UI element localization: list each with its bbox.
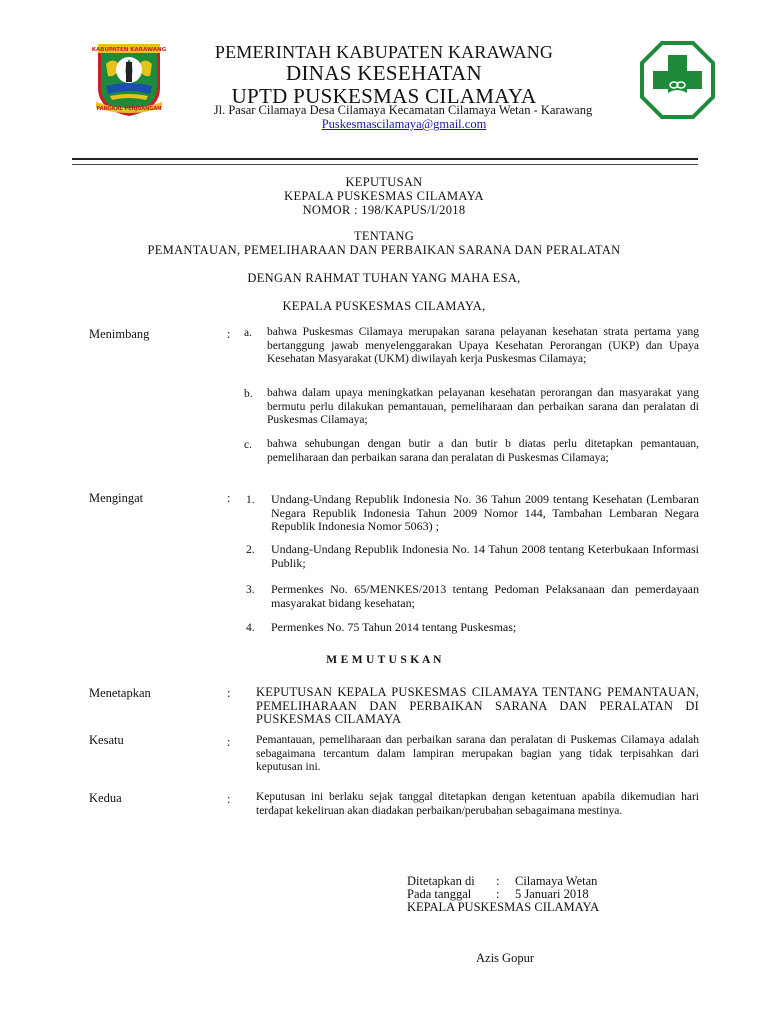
kedua-text: Keputusan ini berlaku sejak tanggal ditetapkan dengan ketentuan apabila dikemudian hari terdapat kekeliruan akan diadakan perbaikan/perubahan sebagaimana mestinya. <box>256 791 699 817</box>
signatory-title: KEPALA PUSKESMAS CILAMAYA <box>407 900 600 914</box>
doc-issuer: KEPALA PUSKESMAS CILAMAYA <box>284 189 484 203</box>
menimbang-label: Menimbang <box>89 327 150 341</box>
menimbang-item-b: bahwa dalam upaya meningkatkan pelayanan kesehatan perorangan dan masyarakat yang bermutu perlu dilakukan pemantauan, pemeliharaan dan perbaikan sarana dan peralatan di Puskesmas Cilamaya; <box>267 387 699 426</box>
svg-text:KABUPATEN KARAWANG: KABUPATEN KARAWANG <box>92 47 166 53</box>
memutuskan-heading: M E M U T U S K A N <box>326 654 442 666</box>
rahmat-line: DENGAN RAHMAT TUHAN YANG MAHA ESA, <box>247 271 521 285</box>
letterhead-department: DINAS KESEHATAN <box>286 61 482 85</box>
menetapkan-colon: : <box>227 686 231 700</box>
issuer-line: KEPALA PUSKESMAS CILAMAYA, <box>282 299 486 313</box>
mengingat-item-3: Permenkes No. 65/MENKES/2013 tentang Pedoman Pelaksanaan dan pemerdayaan masyarakat bidang kesehatan; <box>271 582 699 610</box>
menimbang-marker-a: a. <box>244 327 252 339</box>
menimbang-item-c: bahwa sehubungan dengan butir a dan butir b diatas perlu ditetapkan pemantauan, pemeliharaan dan perbaikan sarana dan peralatan di Puskesmas Cilamaya; <box>267 438 699 464</box>
tanggal-value: 5 Januari 2018 <box>515 887 589 901</box>
menimbang-marker-c: c. <box>244 439 252 451</box>
kesatu-text: Pemantauan, pemeliharaan dan perbaikan sarana dan peralatan di Puskemas Cilamaya adalah sebagaimana tercantum dalam lampiran merupakan bagian yang tidak terpisahkan dari keputusan ini. <box>256 734 699 773</box>
doc-type: KEPUTUSAN <box>345 175 423 189</box>
menimbang-marker-b: b. <box>244 388 253 400</box>
kedua-colon: : <box>227 792 231 806</box>
signatory-name: Azis Gopur <box>476 951 534 965</box>
menetapkan-text: KEPUTUSAN KEPALA PUSKESMAS CILAMAYA TENTANG PEMANTAUAN, PEMELIHARAAN DAN PERBAIKAN SARANA DAN PERALATAN DI PUSKESMAS CILAMAYA <box>256 685 699 726</box>
kesatu-label: Kesatu <box>89 733 124 747</box>
mengingat-item-1: Undang-Undang Republik Indonesia No. 36 Tahun 2009 tentang Kesehatan (Lembaran Negara Republik Indonesia Tahun 2009 Nomor 144, Tambahan Lembaran Negara Republik Indonesia Nomor 5063) ; <box>271 492 699 533</box>
doc-subject: PEMANTAUAN, PEMELIHARAAN DAN PERBAIKAN SARANA DAN PERALATAN <box>147 243 621 257</box>
mengingat-item-4: Permenkes No. 75 Tahun 2014 tentang Puskesmas; <box>271 620 517 634</box>
letterhead-institution: UPTD PUSKESMAS CILAMAYA <box>231 84 537 108</box>
menetapkan-label: Menetapkan <box>89 686 151 700</box>
ditetapkan-value: Cilamaya Wetan <box>515 874 598 888</box>
header-divider-thick <box>72 158 698 160</box>
doc-tentang: TENTANG <box>353 229 415 243</box>
kesatu-colon: : <box>227 735 231 749</box>
header-divider-thin <box>72 164 698 165</box>
menimbang-item-a: bahwa Puskesmas Cilamaya merupakan sarana pelayanan kesehatan strata pertama yang bertanggung jawab menyelenggarakan Upaya Kesehatan Perorangan (UKP) dan Upaya Kesehatan Masyarakat (UKM) diwilayah kerja Puskesmas Cilamaya; <box>267 326 699 365</box>
mengingat-item-2: Undang-Undang Republik Indonesia No. 14 Tahun 2008 tentang Keterbukaan Informasi Publik; <box>271 542 699 570</box>
mengingat-marker-3: 3. <box>246 584 255 596</box>
mengingat-label: Mengingat <box>89 491 144 505</box>
ditetapkan-label: Ditetapkan di <box>407 874 475 888</box>
doc-number: NOMOR : 198/KAPUS/I/2018 <box>302 203 466 217</box>
mengingat-marker-2: 2. <box>246 544 255 556</box>
mengingat-marker-1: 1. <box>246 494 255 506</box>
letterhead-email-link[interactable]: Puskesmascilamaya@gmail.com <box>321 117 487 131</box>
letterhead-address: Jl. Pasar Cilamaya Desa Cilamaya Kecamatan Cilamaya Wetan - Karawang <box>213 103 593 117</box>
mengingat-colon: : <box>227 491 231 505</box>
mengingat-marker-4: 4. <box>246 622 255 634</box>
ditetapkan-colon: : <box>496 874 500 888</box>
menimbang-colon: : <box>227 327 231 341</box>
svg-text:PANGKAL PERJUANGAN: PANGKAL PERJUANGAN <box>96 106 162 112</box>
kedua-label: Kedua <box>89 791 122 805</box>
tanggal-colon: : <box>496 887 500 901</box>
tanggal-label: Pada tanggal <box>407 887 472 901</box>
letterhead-government: PEMERINTAH KABUPATEN KARAWANG <box>214 42 554 62</box>
